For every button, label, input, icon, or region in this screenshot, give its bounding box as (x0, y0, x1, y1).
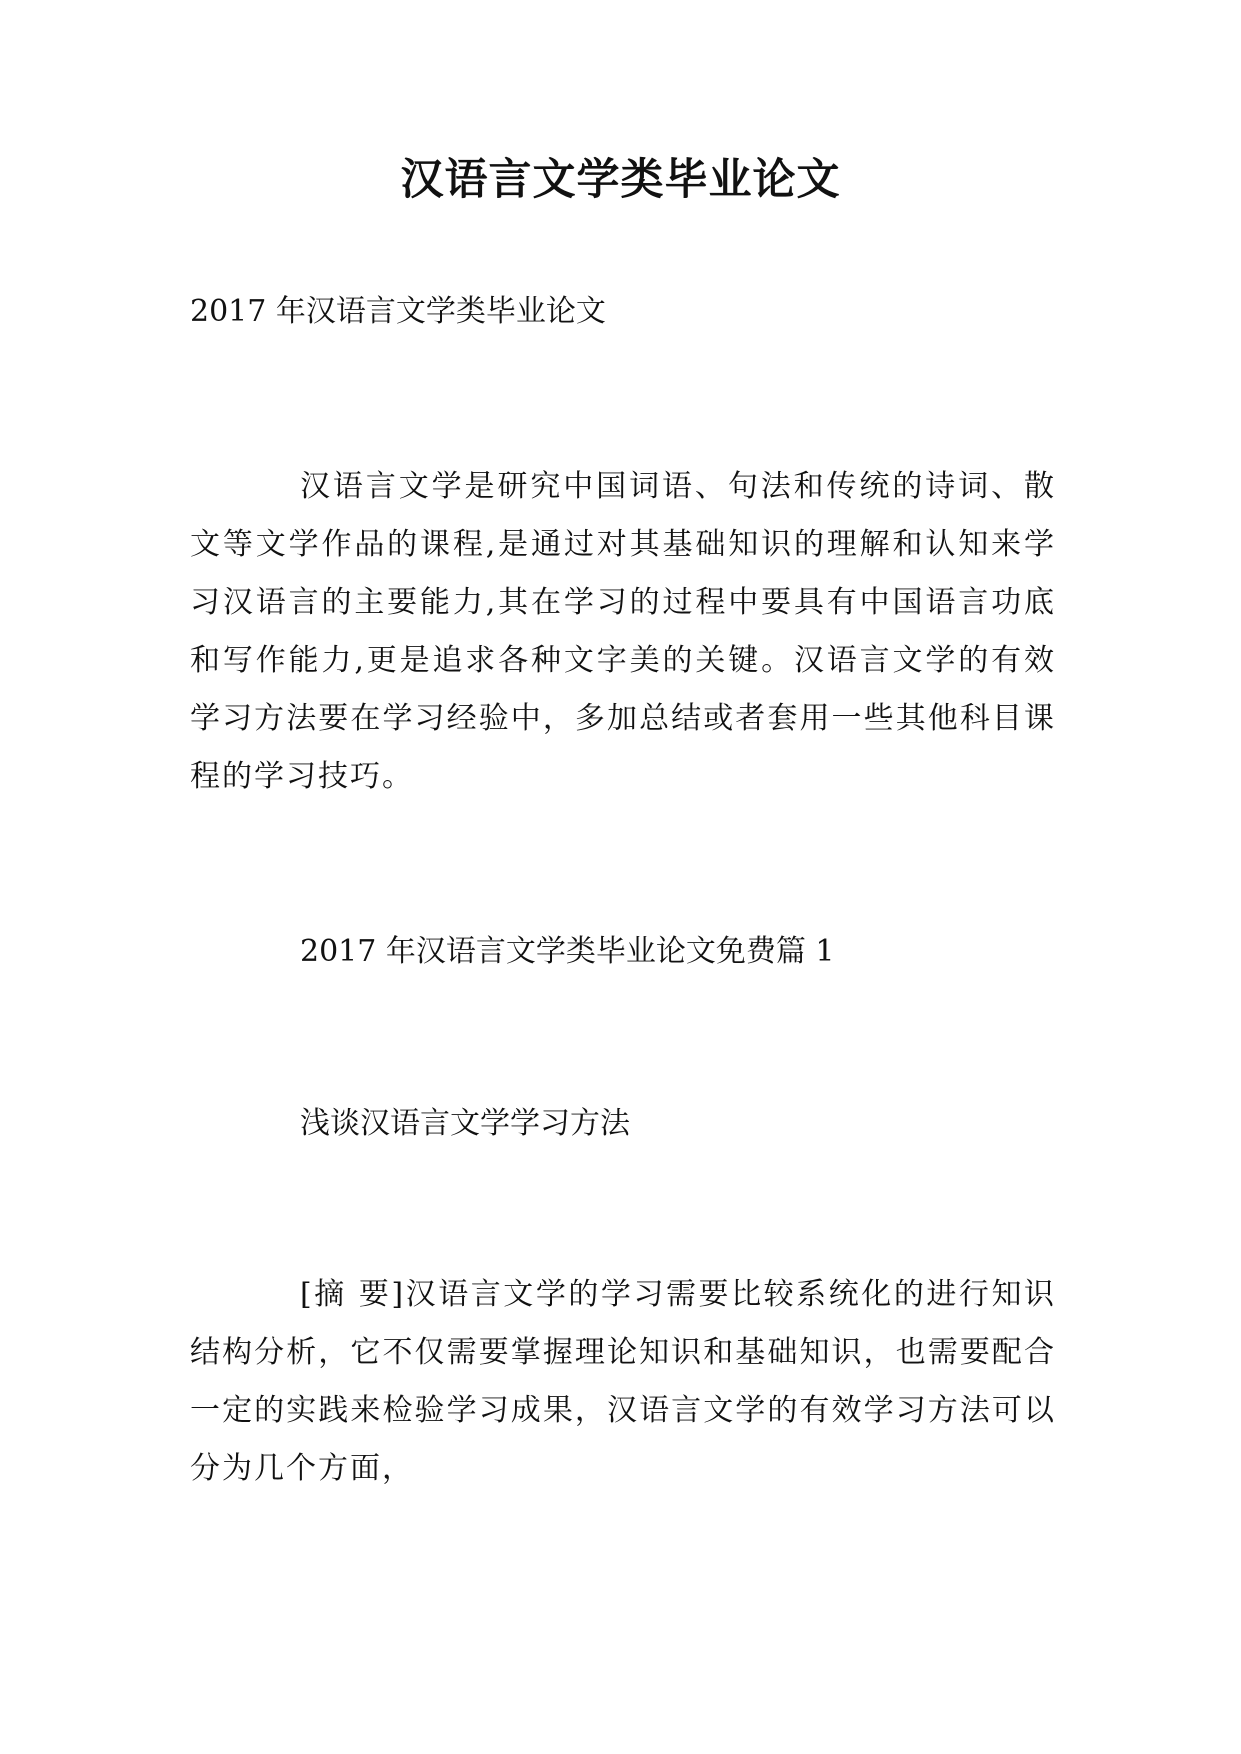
abstract-paragraph: [摘 要]汉语言文学的学习需要比较系统化的进行知识结构分析，它不仅需要掌握理论知识和基础知识，也需要配合一定的实践来检验学习成果，汉语言文学的有效学习方法可以分为几个方面， (190, 1277, 1056, 1486)
article-title: 浅谈汉语言文学学习方法 (300, 1106, 630, 1141)
section-heading: 2017 年汉语言文学类毕业论文免费篇 1 (300, 934, 835, 969)
document-title: 汉语言文学类毕业论文 (400, 155, 841, 205)
intro-paragraph: 汉语言文学是研究中国词语、句法和传统的诗词、散文等文学作品的课程,是通过对其基础知识的理解和认知来学习汉语言的主要能力,其在学习的过程中要具有中国语言功底和写作能力,更是追求各种文字美的关键。汉语言文学的有效学习方法要在学习经验中，多加总结或者套用一些其他科目课程的学习技巧。 (190, 469, 1056, 794)
document-subtitle: 2017 年汉语言文学类毕业论文 (190, 294, 606, 329)
